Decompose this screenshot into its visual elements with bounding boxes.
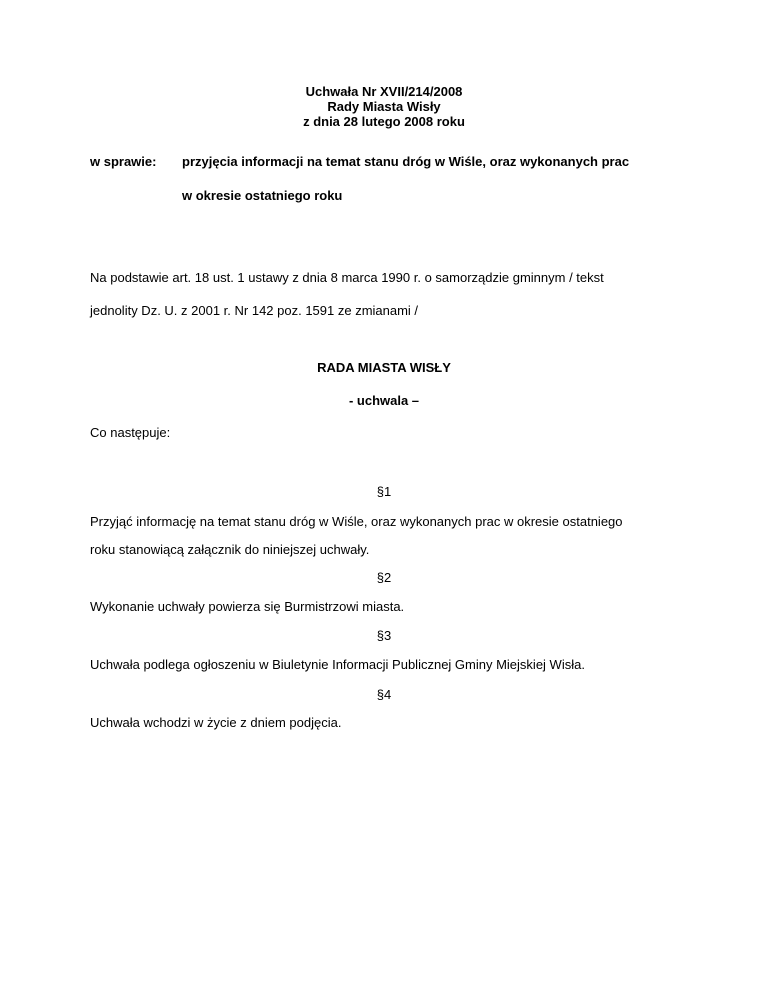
as-follows-text: Co następuje: (90, 425, 171, 440)
subject-label: w sprawie: (90, 154, 157, 169)
paragraph-2-line-1: Wykonanie uchwały powierza się Burmistrzowi miasta. (90, 599, 405, 614)
paragraph-mark-1: §1 (376, 484, 392, 499)
resolution-number: Uchwała Nr XVII/214/2008 (305, 84, 463, 99)
paragraph-1-line-1: Przyjąć informację na temat stanu dróg w Wiśle, oraz wykonanych prac w okresie ostatniego (90, 514, 623, 529)
council-heading: RADA MIASTA WISŁY (317, 360, 451, 375)
paragraph-mark-4: §4 (376, 687, 392, 702)
council-name: Rady Miasta Wisły (327, 99, 441, 114)
resolves-heading: - uchwala – (348, 393, 420, 408)
paragraph-4-line-1: Uchwała wchodzi w życie z dniem podjęcia. (90, 715, 342, 730)
paragraph-mark-3: §3 (376, 628, 392, 643)
paragraph-1-line-2: roku stanowiącą załącznik do niniejszej uchwały. (90, 542, 370, 557)
subject-line-2: w okresie ostatniego roku (182, 188, 343, 203)
legal-basis-line-2: jednolity Dz. U. z 2001 r. Nr 142 poz. 1591 ze zmianami / (90, 303, 419, 318)
resolution-date: z dnia 28 lutego 2008 roku (303, 114, 465, 129)
paragraph-3-line-1: Uchwała podlega ogłoszeniu w Biuletynie Informacji Publicznej Gminy Miejskiej Wisła. (90, 657, 585, 672)
legal-basis-line-1: Na podstawie art. 18 ust. 1 ustawy z dnia 8 marca 1990 r. o samorządzie gminnym / tekst (90, 270, 604, 285)
paragraph-mark-2: §2 (376, 570, 392, 585)
subject-line-1: przyjęcia informacji na temat stanu dróg w Wiśle, oraz wykonanych prac (182, 154, 630, 169)
